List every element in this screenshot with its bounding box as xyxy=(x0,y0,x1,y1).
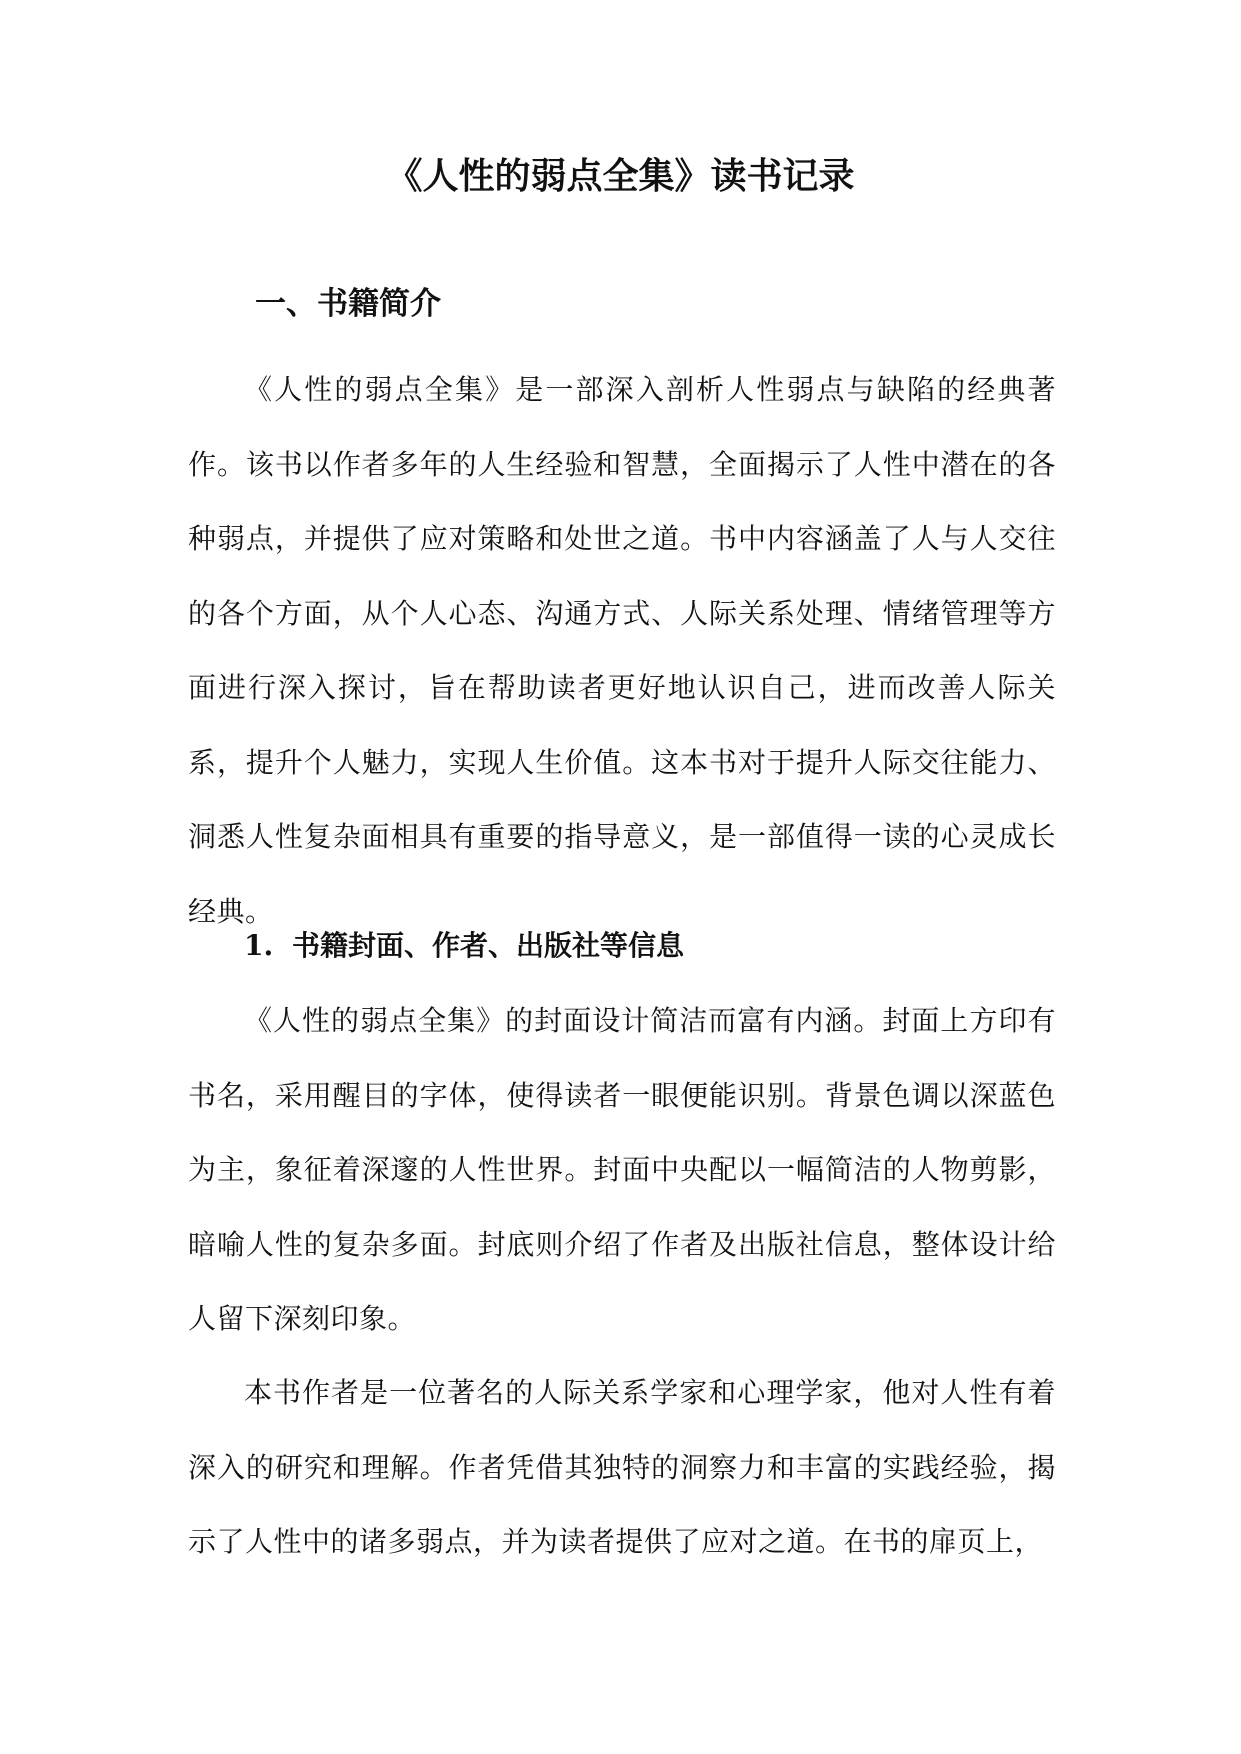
paragraph-author-description: 本书作者是一位著名的人际关系学家和心理学家，他对人性有着深入的研究和理解。作者凭借其独特的洞察力和丰富的实践经验，揭示了人性中的诸多弱点，并为读者提供了应对之道。在书的扉页上， xyxy=(188,1376,1056,1558)
subsection-heading-book-info xyxy=(244,926,684,966)
subsection-heading-text: 书籍封面、作者、出版社等信息 xyxy=(292,929,685,962)
subsection-number: 1. xyxy=(244,929,274,962)
paragraph-book-intro: 《人性的弱点全集》是一部深入剖析人性弱点与缺陷的经典著作。该书以作者多年的人生经验和智慧，全面揭示了人性中潜在的各种弱点，并提供了应对策略和处世之道。书中内容涵盖了人与人交往的各个方面，从个人心态、沟通方式、人际关系处理、情绪管理等方面进行深入探讨，旨在帮助读者更好地认识自己，进而改善人际关系，提升个人魅力，实现人生价值。这本书对于提升人际交往能力、洞悉人性复杂面相具有重要的指导意义，是一部值得一读的心灵成长经典。 xyxy=(188,373,1056,928)
section-heading-book-intro: 一、书籍简介 xyxy=(255,286,441,322)
document-title: 《人性的弱点全集》读书记录 xyxy=(386,155,855,197)
paragraph-cover-description: 《人性的弱点全集》的封面设计简洁而富有内涵。封面上方印有书名，采用醒目的字体，使得读者一眼便能识别。背景色调以深蓝色为主，象征着深邃的人性世界。封面中央配以一幅简洁的人物剪影，暗喻人性的复杂多面。封底则介绍了作者及出版社信息，整体设计给人留下深刻印象。 xyxy=(188,1004,1056,1335)
